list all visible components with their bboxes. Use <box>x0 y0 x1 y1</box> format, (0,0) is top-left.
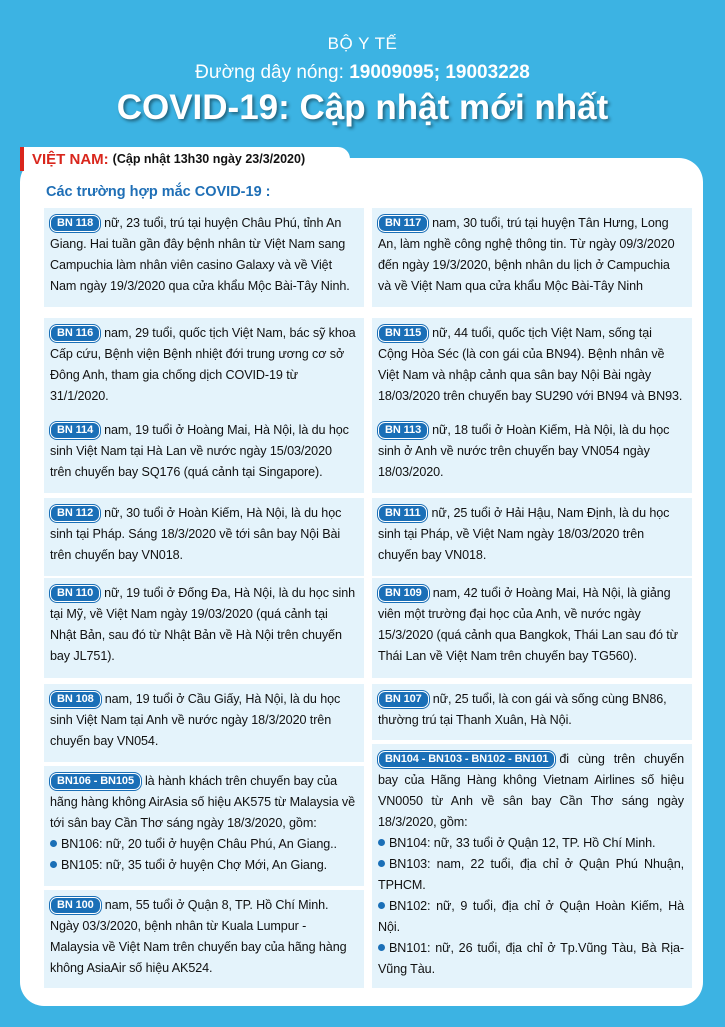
case-card <box>44 318 364 416</box>
bullet-icon <box>378 860 385 867</box>
bullet-icon <box>50 861 57 868</box>
case-text: nữ, 30 tuổi ở Hoàn Kiếm, Hà Nội, là du học sinh tại Pháp. Sáng 18/3/2020 về tới sân bay Nội Bài trên chuyến bay VN018. <box>50 506 342 562</box>
case-card <box>44 415 364 493</box>
case-card <box>44 684 364 762</box>
bullet-icon <box>378 902 385 909</box>
bullet-icon <box>50 840 57 847</box>
case-badge: BN 112 <box>50 505 100 522</box>
case-text: nam, 29 tuổi, quốc tịch Việt Nam, bác sỹ khoa Cấp cứu, Bệnh viện Bệnh nhiệt đới trung ương cơ sở Đông Anh, tham gia chống dịch COVID-19 từ 31/1/2020. <box>50 326 356 403</box>
case-badge: BN 116 <box>50 325 100 342</box>
case-card <box>372 578 692 678</box>
list-item <box>378 938 684 980</box>
case-badge: BN106 - BN105 <box>50 773 141 790</box>
bullet-icon <box>378 944 385 951</box>
ministry-label: BỘ Y TẾ <box>327 34 398 53</box>
case-badge: BN 118 <box>50 215 100 232</box>
case-card <box>372 684 692 740</box>
case-text: nữ, 25 tuổi ở Hải Hậu, Nam Định, là du học sinh tại Pháp, về Việt Nam ngày 18/03/2020 trên chuyến bay VN018. <box>378 506 670 562</box>
case-text: nữ, 23 tuổi, trú tại huyện Châu Phú, tỉnh An Giang. Hai tuần gần đây bệnh nhân từ Việt Nam sang Campuchia làm nhân viên casino Galaxy và về Việt Nam ngày 19/3/2020 qua cửa khẩu Mộc Bài-Tây Ninh. <box>50 216 350 293</box>
case-badge: BN 114 <box>50 422 100 439</box>
case-card <box>44 208 364 307</box>
case-text: nam, 19 tuổi ở Hoàng Mai, Hà Nội, là du học sinh Việt Nam tại Hà Lan về nước ngày 15/03/2020 trên chuyến bay SQ176 (quá cảnh tại Singapore). <box>50 423 349 479</box>
case-badge: BN 117 <box>378 215 428 232</box>
list-item <box>378 854 684 896</box>
case-card <box>44 890 364 988</box>
case-badge: BN 115 <box>378 325 428 342</box>
case-text: nam, 30 tuổi, trú tại huyện Tân Hưng, Long An, làm nghề công nghệ thông tin. Từ ngày 09/3/2020 đến ngày 19/3/2020, bệnh nhân du lịch ở Campuchia và về Việt Nam qua cửa khẩu Mộc Bài-Tây Ninh <box>378 216 675 293</box>
list-item-text: BN104: nữ, 33 tuổi ở Quận 12, TP. Hồ Chí Minh. <box>389 836 656 850</box>
list-item <box>50 834 356 855</box>
case-text: nữ, 44 tuổi, quốc tịch Việt Nam, sống tại Cộng Hòa Séc (là con gái của BN94). Bệnh nhân về Việt Nam và nhập cảnh qua sân bay Nội Bài ngày 18/03/2020 trên chuyến bay SU290 với BN94 và BN93. <box>378 326 683 403</box>
case-text: nam, 19 tuổi ở Cầu Giấy, Hà Nội, là du học sinh Việt Nam tại Anh về nước ngày 18/3/2020 trên chuyến bay VN054. <box>50 692 341 748</box>
list-item <box>50 855 356 876</box>
case-badge: BN 109 <box>378 585 429 602</box>
country-name: VIỆT NAM: <box>32 150 109 168</box>
case-text: nữ, 25 tuổi, là con gái và sống cùng BN86, thường trú tại Thanh Xuân, Hà Nội. <box>378 692 667 727</box>
case-badge: BN 100 <box>50 897 101 914</box>
case-text: đi cùng trên chuyến bay của Hãng Hàng không Vietnam Airlines số hiệu VN0050 từ Anh về sân bay Cần Thơ sáng ngày 18/3/2020, gồm: <box>378 752 684 829</box>
page-title: COVID-19: Cập nhật mới nhất <box>116 88 609 127</box>
cases-heading: Các trường hợp mắc COVID-19 : <box>46 184 271 200</box>
case-card <box>372 498 692 576</box>
case-card <box>372 744 692 988</box>
case-text: nam, 55 tuổi ở Quận 8, TP. Hồ Chí Minh. Ngày 03/3/2020, bệnh nhân từ Kuala Lumpur - Malaysia về Việt Nam trên chuyến bay của hãng hàng không AsiaAir số hiệu AK524. <box>50 898 347 975</box>
case-badge: BN 107 <box>378 691 429 708</box>
case-badge: BN104 - BN103 - BN102 - BN101 <box>378 751 555 768</box>
case-text: nữ, 18 tuổi ở Hoàn Kiếm, Hà Nội, là du học sinh ở Anh về nước trên chuyến bay VN054 ngày 18/03/2020. <box>378 423 670 479</box>
case-card <box>372 415 692 493</box>
list-item <box>378 896 684 938</box>
list-item-text: BN103: nam, 22 tuổi, địa chỉ ở Quận Phú Nhuận, TPHCM. <box>378 857 684 892</box>
list-item <box>378 833 684 854</box>
list-item-text: BN105: nữ, 35 tuổi ở huyện Chợ Mới, An Giang. <box>61 858 328 872</box>
hotline-label: Đường dây nóng: <box>195 62 350 83</box>
case-badge: BN 110 <box>50 585 100 602</box>
list-item-text: BN106: nữ, 20 tuổi ở huyện Châu Phú, An Giang.. <box>61 837 337 851</box>
case-text: nữ, 19 tuổi ở Đống Đa, Hà Nội, là du học sinh tại Mỹ, về Việt Nam ngày 19/03/2020 (quá cảnh tại Nhật Bản, sau đó từ Nhật Bản về Hà Nội trên chuyến bay JL751). <box>50 586 356 663</box>
case-card <box>44 766 364 886</box>
case-card <box>44 578 364 678</box>
case-card <box>372 208 692 307</box>
list-item-text: BN102: nữ, 9 tuổi, địa chỉ ở Quận Hoàn Kiếm, Hà Nội. <box>378 899 684 934</box>
hotline <box>0 62 725 84</box>
list-item-text: BN101: nữ, 26 tuổi, địa chỉ ở Tp.Vũng Tàu, Bà Rịa-Vũng Tàu. <box>378 941 684 976</box>
hotline-numbers: 19009095; 19003228 <box>349 62 530 83</box>
case-card <box>44 498 364 576</box>
case-badge: BN 108 <box>50 691 101 708</box>
case-card <box>372 318 692 416</box>
case-badge: BN 113 <box>378 422 428 439</box>
bullet-icon <box>378 839 385 846</box>
update-time: (Cập nhật 13h30 ngày 23/3/2020) <box>112 152 306 166</box>
case-text: là hành khách trên chuyến bay của hãng hàng không AirAsia số hiệu AK575 từ Malaysia về tới sân bay Cần Thơ sáng ngày 18/3/2020, gồm: <box>50 774 355 830</box>
country-tab <box>20 147 350 171</box>
case-text: nam, 42 tuổi ở Hoàng Mai, Hà Nội, là giảng viên một trường đại học của Anh, về nước ngày 15/3/2020 (quá cảnh qua Bangkok, Thái Lan sau đó từ Thái Lan về Việt Nam trên chuyến bay TG560). <box>378 586 678 663</box>
case-badge: BN 111 <box>378 505 427 522</box>
